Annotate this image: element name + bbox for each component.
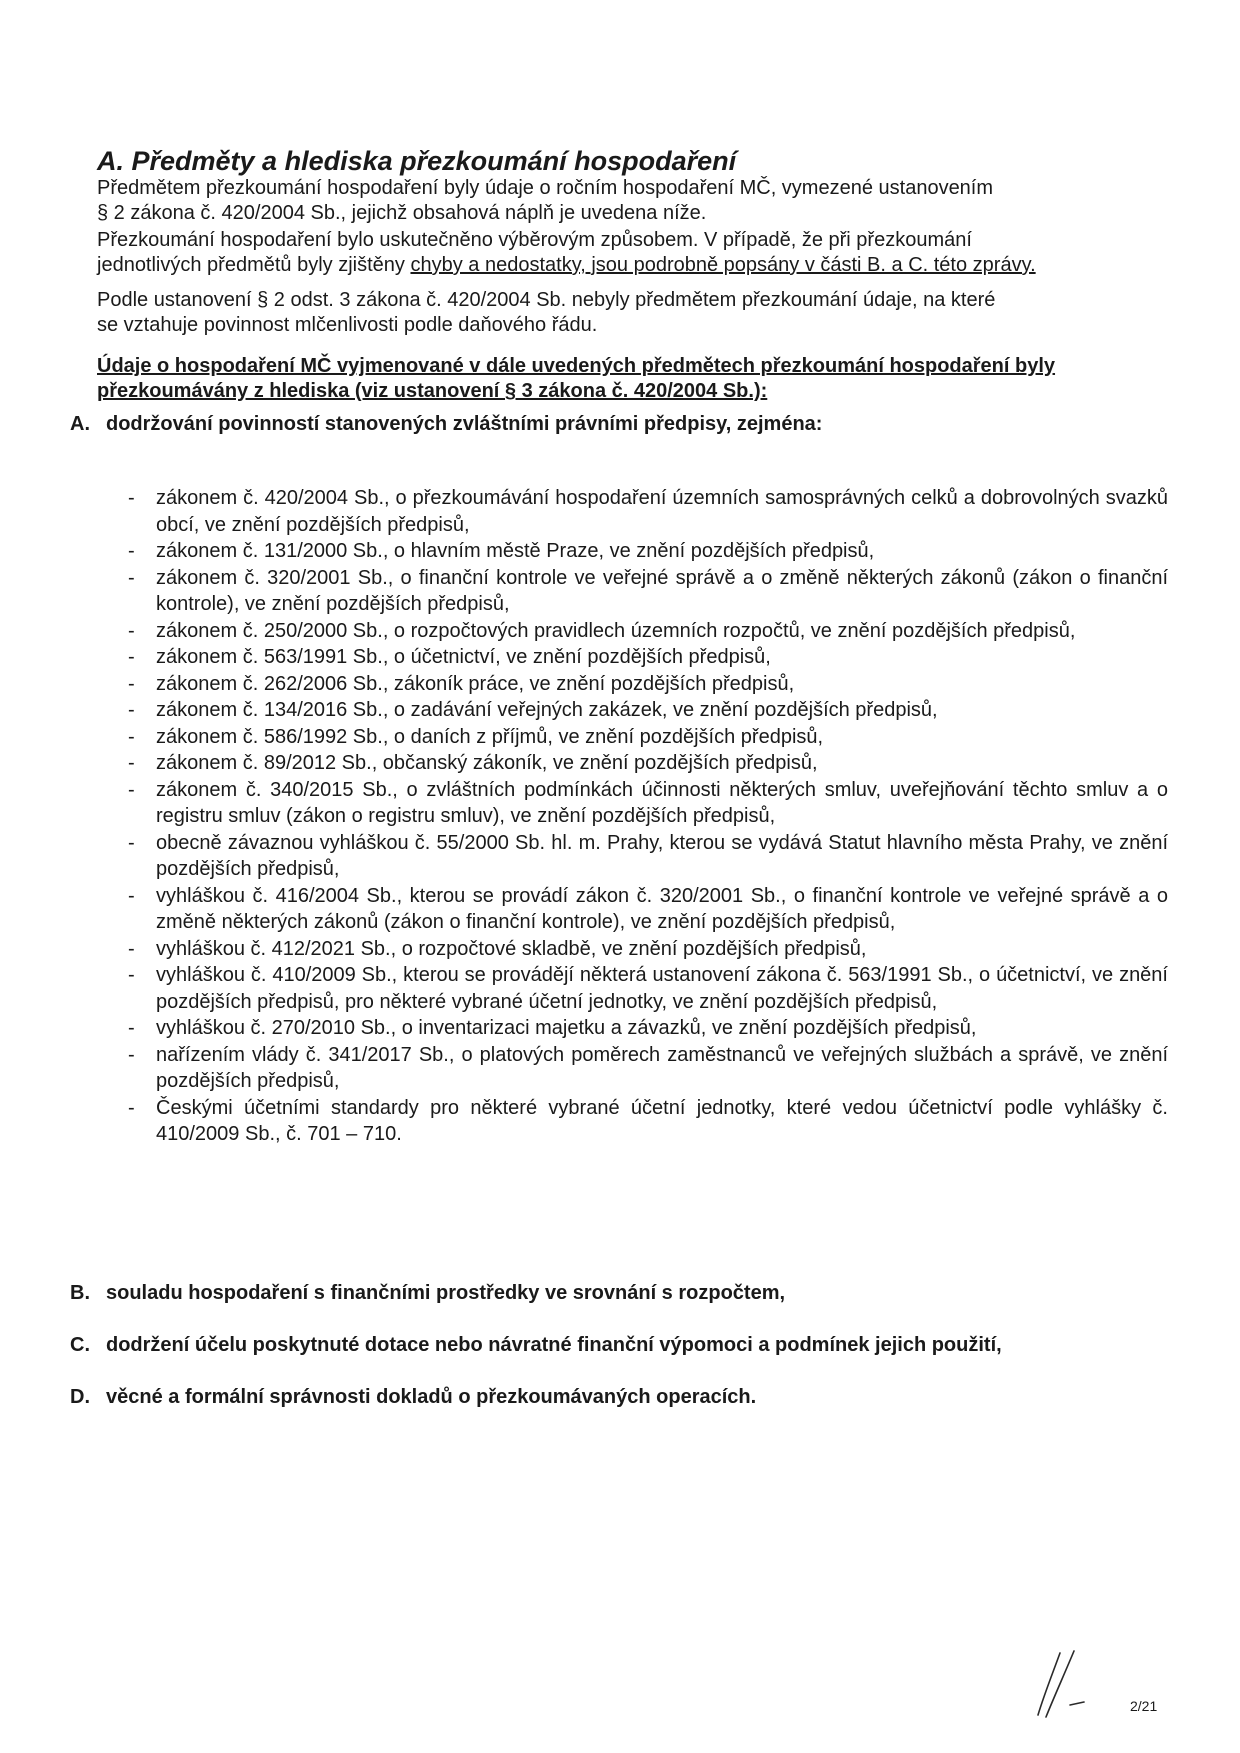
list-item	[128, 697, 1168, 724]
list-item	[128, 618, 1168, 645]
list-item	[128, 777, 1168, 830]
list-item	[128, 883, 1168, 936]
list-dash: -	[128, 1017, 135, 1039]
list-item-text: vyhláškou č. 270/2010 Sb., o inventarizaci majetku a závazků, ve znění pozdějších předpisů,	[156, 1017, 977, 1039]
list-item-text: vyhláškou č. 412/2021 Sb., o rozpočtové skladbě, ve znění pozdějších předpisů,	[156, 937, 867, 960]
paragraph-line	[97, 253, 1157, 278]
list-item	[128, 1095, 1168, 1148]
list-item-text: zákonem č. 134/2016 Sb., o zadávání veřejných zakázek, ve znění pozdějších předpisů,	[156, 699, 938, 721]
list-dash: -	[128, 1043, 135, 1066]
list-item	[128, 750, 1168, 777]
page-title: A. Předměty a hlediska přezkoumání hospodaření	[97, 146, 737, 176]
paragraph-line: se vztahuje povinnost mlčenlivosti podle daňového řádu.	[97, 314, 598, 336]
list-dash: -	[128, 619, 135, 642]
list-item	[128, 1042, 1168, 1095]
list-item	[128, 936, 1168, 963]
section-letter: B.	[70, 1282, 90, 1304]
list-item-text: vyhláškou č. 410/2009 Sb., kterou se provádějí některá ustanovení zákona č. 563/1991 Sb., o účetnictví, ve znění pozdějších předpisů, pro některé vybrané účetní jednotky, ve znění pozdějších předpisů,	[156, 964, 1168, 1013]
list-item-text: zákonem č. 320/2001 Sb., o finanční kontrole ve veřejné správě a o změně některých zákonů (zákon o finanční kontrole), ve znění pozdějších předpisů,	[156, 566, 1168, 615]
section-letter: C.	[70, 1334, 90, 1356]
list-dash: -	[128, 540, 135, 562]
signature-mark	[1030, 1645, 1090, 1720]
list-item-text: Českými účetními standardy pro některé vybrané účetní jednotky, které vedou účetnictví podle vyhlášky č. 410/2009 Sb., č. 701 – 710.	[156, 1096, 1168, 1145]
section-letter: D.	[70, 1386, 90, 1408]
paragraph-line: Podle ustanovení § 2 odst. 3 zákona č. 420/2004 Sb. nebyly předmětem přezkoumání údaje, na které	[97, 289, 996, 311]
list-item-text: nařízením vlády č. 341/2017 Sb., o platových poměrech zaměstnanců ve veřejných službách a správě, ve znění pozdějších předpisů,	[156, 1043, 1168, 1092]
list-item	[128, 485, 1168, 538]
list-dash: -	[128, 1096, 135, 1119]
section-d	[70, 1385, 1170, 1410]
paragraph-line: Předmětem přezkoumání hospodaření byly údaje o ročním hospodaření MČ, vymezené ustanovením	[97, 177, 994, 199]
paragraph-confidentiality	[97, 288, 1157, 338]
legislation-list	[128, 485, 1168, 1148]
list-dash: -	[128, 487, 135, 509]
list-item	[128, 671, 1168, 698]
heading-line: Údaje o hospodaření MČ vyjmenované v dále uvedených předmětech přezkoumání hospodaření byly	[97, 355, 1056, 377]
heading-line: přezkoumávány z hlediska (viz ustanovení § 3 zákona č. 420/2004 Sb.):	[97, 380, 768, 402]
section-letter: A.	[70, 413, 90, 435]
section-text: věcné a formální správnosti dokladů o přezkoumávaných operacích.	[106, 1386, 757, 1408]
list-item-text: zákonem č. 420/2004 Sb., o přezkoumávání hospodaření územních samosprávných celků a dobrovolných svazků obcí, ve znění pozdějších předpisů,	[156, 487, 1168, 536]
list-dash: -	[128, 752, 135, 774]
list-item-text: zákonem č. 586/1992 Sb., o daních z příjmů, ve znění pozdějších předpisů,	[156, 725, 824, 748]
list-item-text: zákonem č. 340/2015 Sb., o zvláštních podmínkách účinnosti některých smluv, uveřejňování těchto smluv a o registru smluv (zákon o registru smluv), ve znění pozdějších předpisů,	[156, 778, 1168, 827]
list-item	[128, 724, 1168, 751]
underlined-text: chyby a nedostatky, jsou podrobně popsány v části B. a C. této zprávy.	[410, 254, 1036, 276]
section-c	[70, 1333, 1170, 1358]
list-item	[128, 644, 1168, 671]
page-number: 2/21	[1130, 1698, 1158, 1714]
list-dash: -	[128, 566, 135, 589]
paragraph-line: Přezkoumání hospodaření bylo uskutečněno výběrovým způsobem. V případě, že při přezkoumání	[97, 229, 972, 251]
list-item-text: zákonem č. 131/2000 Sb., o hlavním městě Praze, ve znění pozdějších předpisů,	[156, 540, 875, 562]
list-item	[128, 962, 1168, 1015]
paragraph-text: jednotlivých předmětů byly zjištěny	[97, 254, 411, 276]
list-item	[128, 830, 1168, 883]
list-dash: -	[128, 937, 135, 960]
list-dash: -	[128, 778, 135, 801]
list-item-text: obecně závaznou vyhláškou č. 55/2000 Sb. hl. m. Prahy, kterou se vydává Statut hlavního města Prahy, ve znění pozdějších předpisů,	[156, 831, 1168, 880]
list-item-text: vyhláškou č. 416/2004 Sb., kterou se provádí zákon č. 320/2001 Sb., o finanční kontrole ve veřejné správě a o změně některých zákonů (zákon o finanční kontrole), ve znění pozdějších předpisů,	[156, 884, 1168, 933]
section-text: dodržování povinností stanovených zvláštními právními předpisy, zejména:	[106, 413, 823, 435]
list-dash: -	[128, 699, 135, 721]
list-dash: -	[128, 725, 135, 748]
list-dash: -	[128, 646, 135, 668]
section-heading	[97, 354, 1167, 404]
list-dash: -	[128, 964, 135, 986]
list-item-text: zákonem č. 250/2000 Sb., o rozpočtových pravidlech územních rozpočtů, ve znění pozdějších předpisů,	[156, 619, 1076, 642]
list-item-text: zákonem č. 89/2012 Sb., občanský zákoník, ve znění pozdějších předpisů,	[156, 752, 818, 774]
paragraph-subject	[97, 176, 1157, 226]
list-dash: -	[128, 672, 135, 695]
list-item	[128, 1015, 1168, 1042]
paragraph-line: § 2 zákona č. 420/2004 Sb., jejichž obsahová náplň je uvedena níže.	[97, 202, 707, 224]
list-item-text: zákonem č. 563/1991 Sb., o účetnictví, ve znění pozdějších předpisů,	[156, 646, 771, 668]
list-item	[128, 565, 1168, 618]
section-b	[70, 1281, 1170, 1306]
list-item-text: zákonem č. 262/2006 Sb., zákoník práce, ve znění pozdějších předpisů,	[156, 672, 795, 695]
section-a	[70, 412, 1170, 437]
section-text: souladu hospodaření s finančními prostředky ve srovnání s rozpočtem,	[106, 1282, 786, 1304]
list-dash: -	[128, 884, 135, 907]
paragraph-method	[97, 228, 1157, 278]
section-text: dodržení účelu poskytnuté dotace nebo návratné finanční výpomoci a podmínek jejich použití,	[106, 1334, 1002, 1356]
list-dash: -	[128, 831, 135, 854]
list-item	[128, 538, 1168, 565]
